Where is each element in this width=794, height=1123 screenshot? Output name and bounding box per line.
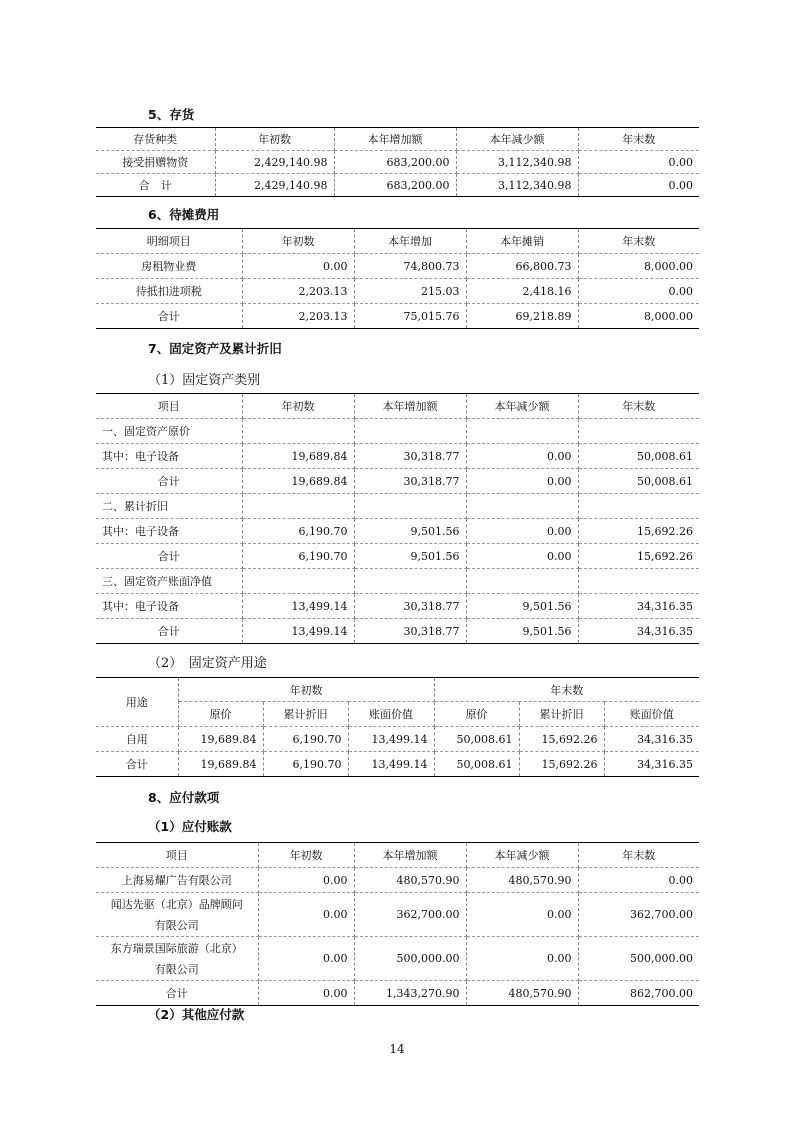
col-header: 年末数 [578,843,699,868]
cell-value: 3,112,340.98 [456,151,578,174]
row-label: 上海易耀广告有限公司 [96,868,258,893]
row-label: 待抵扣进项税 [96,279,242,304]
table-row [96,444,699,469]
col-header: 本年增加额 [354,394,466,419]
cell-value: 362,700.00 [578,893,699,937]
cell-value: 9,501.56 [354,519,466,544]
cell-value: 13,499.14 [348,727,434,752]
table-row [96,594,699,619]
cell-value: 13,499.14 [242,619,354,644]
row-label: 其中：电子设备 [96,594,242,619]
cell-value: 50,008.61 [434,752,519,777]
table-row [96,304,699,329]
col-header: 年初数 [242,394,354,419]
cell-value: 683,200.00 [334,174,456,197]
row-label: 合计 [96,469,242,494]
cell-value: 480,570.90 [466,981,578,1006]
col-header: 本年增加额 [334,128,456,151]
cell-value: 1,343,270.90 [354,981,466,1006]
cell-value: 2,429,140.98 [215,151,334,174]
table-row [96,981,699,1006]
section-8-heading: 8、应付款项 [148,790,220,805]
col-header: 用途 [96,678,178,727]
row-label [96,893,258,937]
col-header: 年初数 [242,229,354,254]
col-header: 本年增加 [354,229,466,254]
cell-value: 6,190.70 [263,727,348,752]
cell-value: 8,000.00 [578,304,699,329]
cell-value: 480,570.90 [354,868,466,893]
cell-value: 50,008.61 [578,469,699,494]
cell-value: 0.00 [258,893,354,937]
cell-value: 19,689.84 [178,727,263,752]
cell-value: 0.00 [242,254,354,279]
cell-value: 30,318.77 [354,444,466,469]
cell-value: 683,200.00 [334,151,456,174]
col-header: 年初数 [258,843,354,868]
cell-value: 3,112,340.98 [456,174,578,197]
cell-value: 9,501.56 [466,594,578,619]
cell-value: 862,700.00 [578,981,699,1006]
col-header: 项目 [96,843,258,868]
cell-value: 500,000.00 [578,937,699,981]
col-header: 账面价值 [604,702,699,727]
cell-value: 34,316.35 [604,752,699,777]
cell-value: 15,692.26 [578,519,699,544]
row-label-line: 有限公司 [154,962,199,976]
accounts-payable-subheading: （1）应付账款 [148,819,232,834]
row-label: 三、固定资产账面净值 [96,569,242,594]
cell-value: 15,692.26 [519,752,604,777]
col-group-header: 年初数 [178,678,434,702]
cell-value: 0.00 [578,279,699,304]
section-7-heading: 7、固定资产及累计折旧 [148,341,282,356]
cell-value: 215.03 [354,279,466,304]
table-row [96,419,699,444]
row-label-line: 闻达先驱（北京）品牌顾问 [110,897,243,911]
cell-value: 15,692.26 [578,544,699,569]
cell-value: 2,429,140.98 [215,174,334,197]
cell-value: 0.00 [258,981,354,1006]
cell-value: 2,418.16 [466,279,578,304]
cell-value: 6,190.70 [263,752,348,777]
fixed-assets-category-table [96,393,699,644]
col-header: 本年减少额 [466,843,578,868]
table-row [96,494,699,519]
page-number: 14 [389,1042,405,1056]
cell-value: 0.00 [466,519,578,544]
row-label: 二、累计折旧 [96,494,242,519]
section-5-heading: 5、存货 [148,107,195,122]
row-label [96,937,258,981]
other-payables-subheading: （2）其他应付款 [148,1007,245,1022]
col-header: 累计折旧 [519,702,604,727]
col-header: 年末数 [578,128,699,151]
col-header: 存货种类 [96,128,215,151]
section-6-heading: 6、待摊费用 [148,207,220,222]
row-label: 房租物业费 [96,254,242,279]
cell-value: 75,015.76 [354,304,466,329]
cell-value: 19,689.84 [178,752,263,777]
row-label: 接受捐赠物资 [96,151,215,174]
fixed-assets-category-subheading: （1）固定资产类别 [148,373,261,388]
table-row [96,519,699,544]
cell-value: 34,316.35 [578,594,699,619]
cell-value: 19,689.84 [242,444,354,469]
row-label: 自用 [96,727,178,752]
table-row [96,752,699,777]
cell-value: 0.00 [466,444,578,469]
cell-value: 30,318.77 [354,619,466,644]
cell-value: 30,318.77 [354,469,466,494]
table-row [96,619,699,644]
cell-value: 0.00 [578,868,699,893]
table-row [96,279,699,304]
accounts-payable-table [96,842,699,1006]
fixed-assets-usage-table [96,677,699,777]
cell-value: 66,800.73 [466,254,578,279]
cell-value: 50,008.61 [434,727,519,752]
cell-value: 34,316.35 [578,619,699,644]
cell-value: 15,692.26 [519,727,604,752]
cell-value: 2,203.13 [242,279,354,304]
inventory-table [96,127,699,197]
cell-value: 0.00 [258,868,354,893]
cell-value: 6,190.70 [242,544,354,569]
row-label: 合计 [96,619,242,644]
col-header: 年末数 [578,229,699,254]
cell-value: 0.00 [466,469,578,494]
col-header: 累计折旧 [263,702,348,727]
table-row [96,727,699,752]
prepaid-expenses-table [96,228,699,329]
col-header: 账面价值 [348,702,434,727]
col-header: 原价 [178,702,263,727]
cell-value: 8,000.00 [578,254,699,279]
cell-value: 0.00 [258,937,354,981]
cell-value: 362,700.00 [354,893,466,937]
table-row [96,868,699,893]
cell-value: 500,000.00 [354,937,466,981]
cell-value: 34,316.35 [604,727,699,752]
cell-value: 13,499.14 [242,594,354,619]
cell-value: 50,008.61 [578,444,699,469]
cell-value: 2,203.13 [242,304,354,329]
row-label: 合 计 [96,174,215,197]
table-row [96,469,699,494]
row-label: 合计 [96,752,178,777]
col-header: 本年摊销 [466,229,578,254]
cell-value: 0.00 [466,544,578,569]
cell-value: 19,689.84 [242,469,354,494]
cell-value: 30,318.77 [354,594,466,619]
row-label: 合计 [96,544,242,569]
row-label: 合计 [96,981,258,1006]
col-header: 年末数 [578,394,699,419]
cell-value: 0.00 [578,174,699,197]
cell-value: 0.00 [466,937,578,981]
table-row [96,151,699,174]
col-header: 本年减少额 [456,128,578,151]
table-row [96,544,699,569]
table-row [96,174,699,197]
cell-value: 13,499.14 [348,752,434,777]
row-label: 其中：电子设备 [96,444,242,469]
cell-value: 0.00 [578,151,699,174]
col-header: 项目 [96,394,242,419]
cell-value: 9,501.56 [354,544,466,569]
table-row [96,937,699,981]
col-header: 本年增加额 [354,843,466,868]
col-header: 年初数 [215,128,334,151]
fixed-assets-usage-subheading: （2） 固定资产用途 [148,656,267,671]
table-row [96,569,699,594]
col-header: 本年减少额 [466,394,578,419]
cell-value: 6,190.70 [242,519,354,544]
cell-value: 69,218.89 [466,304,578,329]
table-row [96,254,699,279]
row-label: 其中：电子设备 [96,519,242,544]
row-label: 合计 [96,304,242,329]
row-label-line: 东方瑞景国际旅游（北京） [110,941,243,955]
col-group-header: 年末数 [434,678,699,702]
col-header: 明细项目 [96,229,242,254]
row-label-line: 有限公司 [154,918,199,932]
cell-value: 0.00 [466,893,578,937]
cell-value: 480,570.90 [466,868,578,893]
table-row [96,893,699,937]
cell-value: 74,800.73 [354,254,466,279]
cell-value: 9,501.56 [466,619,578,644]
col-header: 原价 [434,702,519,727]
row-label: 一、固定资产原价 [96,419,242,444]
